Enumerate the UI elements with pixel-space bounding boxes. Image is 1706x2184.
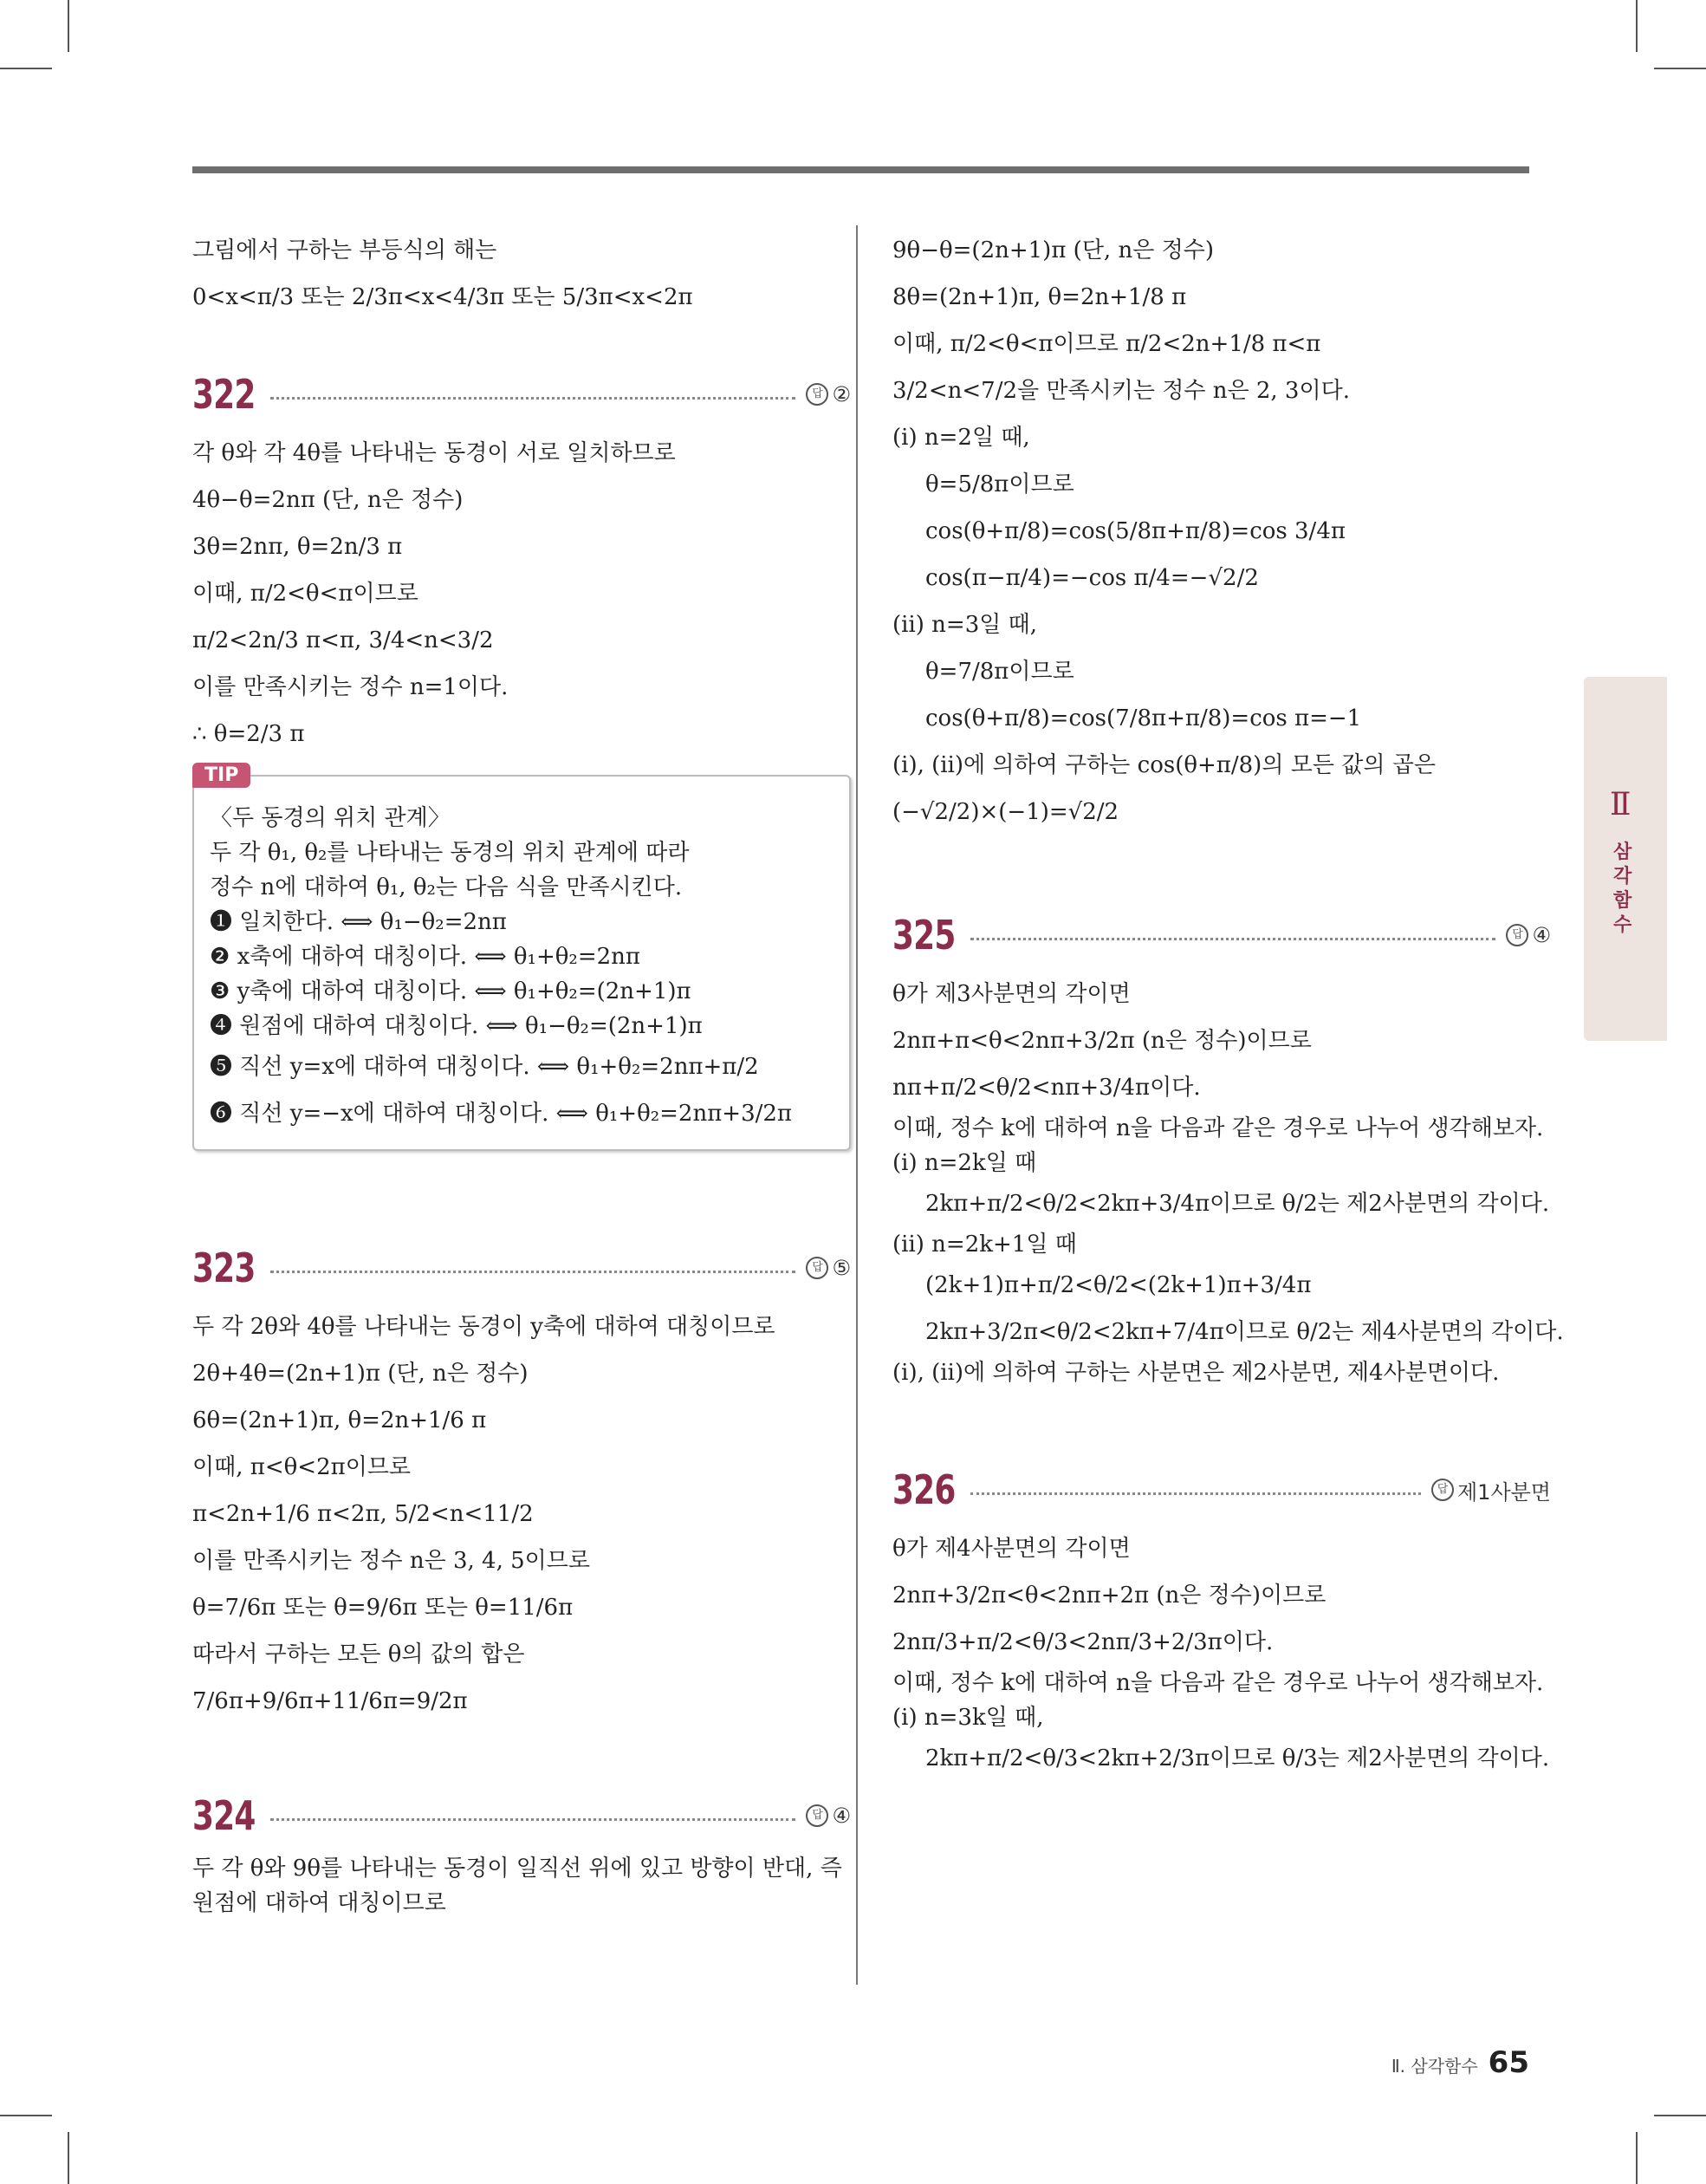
solution-line: θ=5/8π이므로 bbox=[925, 471, 1074, 497]
leader-dots bbox=[970, 1492, 1421, 1495]
crop-mark bbox=[68, 0, 69, 52]
solution-line: 3/2<n<7/2을 만족시키는 정수 n은 2, 3이다. bbox=[892, 378, 1350, 404]
tip-line: ❺ 직선 y=x에 대하여 대칭이다. ⟺ θ₁+θ₂=2nπ+π/2 bbox=[210, 1054, 759, 1080]
solution-line: (2k+1)π+π/2<θ/2<(2k+1)π+3/4π bbox=[925, 1272, 1312, 1298]
problem-number: 324 bbox=[192, 1792, 256, 1839]
tip-line: ❸ y축에 대하여 대칭이다. ⟺ θ₁+θ₂=(2n+1)π bbox=[210, 978, 691, 1004]
solution-line: (−√2/2)×(−1)=√2/2 bbox=[892, 799, 1119, 825]
solution-line: θ가 제4사분면의 각이면 bbox=[892, 1536, 1131, 1562]
answer-icon: 답 bbox=[806, 1257, 828, 1279]
solution-line: 두 각 θ와 9θ를 나타내는 동경이 일직선 위에 있고 방향이 반대, 즉 bbox=[192, 1856, 842, 1882]
solution-line: θ=7/8π이므로 bbox=[925, 659, 1074, 685]
tip-box bbox=[192, 764, 851, 1151]
leader-dots bbox=[270, 1271, 795, 1273]
answer-value: ④ bbox=[1532, 923, 1551, 947]
tip-title: 〈두 동경의 위치 관계〉 bbox=[210, 805, 451, 831]
column-divider bbox=[856, 225, 858, 1985]
answer-icon: 답 bbox=[1506, 924, 1528, 946]
crop-mark bbox=[1636, 2132, 1638, 2184]
solution-line: 2kπ+π/2<θ/2<2kπ+3/4π이므로 θ/2는 제2사분면의 각이다. bbox=[925, 1191, 1550, 1217]
page-number: 65 bbox=[1488, 2045, 1529, 2080]
solution-line: 각 θ와 각 4θ를 나타내는 동경이 서로 일치하므로 bbox=[192, 440, 676, 466]
solution-line: 4θ−θ=2nπ (단, n은 정수) bbox=[192, 487, 464, 513]
problem-number: 323 bbox=[192, 1245, 256, 1291]
footer-chapter: Ⅱ. 삼각함수 bbox=[1391, 2056, 1478, 2077]
solution-line: nπ+π/2<θ/2<nπ+3/4π이다. bbox=[892, 1075, 1201, 1101]
answer-icon: 답 bbox=[1431, 1479, 1454, 1501]
answer-icon: 답 bbox=[806, 383, 828, 406]
solution-line: (ⅰ) n=2일 때, bbox=[892, 425, 1030, 451]
solution-line: (ⅰ), (ⅱ)에 의하여 구하는 cos(θ+π/8)의 모든 값의 곱은 bbox=[892, 752, 1436, 778]
page-footer bbox=[1391, 2045, 1529, 2080]
solution-line: (ⅱ) n=3일 때, bbox=[892, 612, 1038, 638]
tip-line: ❶ 일치한다. ⟺ θ₁−θ₂=2nπ bbox=[210, 909, 507, 935]
tip-line: 정수 n에 대하여 θ₁, θ₂는 다음 식을 만족시킨다. bbox=[210, 874, 683, 900]
intro-line: 그림에서 구하는 부등식의 해는 bbox=[192, 237, 497, 263]
solution-line: (ⅰ) n=3k일 때, bbox=[892, 1705, 1044, 1731]
solution-line: π<2n+1/6 π<2π, 5/2<n<11/2 bbox=[192, 1501, 534, 1527]
left-column bbox=[192, 227, 851, 1921]
chapter-side-label: 삼각함수 bbox=[1613, 842, 1632, 936]
solution-line: 이때, 정수 k에 대하여 n을 다음과 같은 경우로 나누어 생각해보자. bbox=[892, 1115, 1544, 1141]
solution-line: π/2<2n/3 π<π, 3/4<n<3/2 bbox=[192, 627, 494, 653]
solution-line: 2nπ+3/2π<θ<2nπ+2π (n은 정수)이므로 bbox=[892, 1583, 1327, 1609]
crop-mark bbox=[0, 68, 52, 69]
crop-mark bbox=[1654, 2115, 1706, 2116]
solution-line: 이때, π/2<θ<π이므로 bbox=[192, 581, 418, 607]
solution-line: (ⅰ) n=2k일 때 bbox=[892, 1150, 1037, 1176]
solution-line: 2nπ+π<θ<2nπ+3/2π (n은 정수)이므로 bbox=[892, 1028, 1312, 1054]
answer-badge bbox=[1431, 1475, 1551, 1505]
solution-line: 따라서 구하는 모든 θ의 값의 합은 bbox=[192, 1641, 525, 1667]
solution-line: 2nπ/3+π/2<θ/3<2nπ/3+2/3π이다. bbox=[892, 1629, 1274, 1655]
problem-number: 326 bbox=[892, 1466, 956, 1513]
solution-line: 이를 만족시키는 정수 n=1이다. bbox=[192, 674, 509, 700]
problem-number: 322 bbox=[192, 371, 256, 418]
problem-header-324 bbox=[192, 1785, 851, 1846]
solution-line: cos(π−π/4)=−cos π/4=−√2/2 bbox=[925, 565, 1259, 591]
solution-line: 9θ−θ=(2n+1)π (단, n은 정수) bbox=[892, 237, 1214, 263]
header-rule bbox=[192, 166, 1529, 173]
solution-line: 2kπ+π/2<θ/3<2kπ+2/3π이므로 θ/3는 제2사분면의 각이다. bbox=[925, 1745, 1550, 1771]
solution-line: θ가 제3사분면의 각이면 bbox=[892, 981, 1131, 1007]
solution-line: 2θ+4θ=(2n+1)π (단, n은 정수) bbox=[192, 1361, 529, 1387]
intro-line: 0<x<π/3 또는 2/3π<x<4/3π 또는 5/3π<x<2π bbox=[192, 284, 693, 310]
solution-line: θ=7/6π 또는 θ=9/6π 또는 θ=11/6π bbox=[192, 1595, 574, 1621]
leader-dots bbox=[270, 1818, 795, 1821]
problem-header-322 bbox=[192, 364, 851, 425]
solution-line: (ⅰ), (ⅱ)에 의하여 구하는 사분면은 제2사분면, 제4사분면이다. bbox=[892, 1360, 1500, 1386]
answer-value: ② bbox=[832, 382, 851, 406]
problem-header-326 bbox=[892, 1459, 1551, 1520]
solution-line: 이때, π/2<θ<π이므로 π/2<2n+1/8 π<π bbox=[892, 331, 1321, 357]
solution-line: 원점에 대하여 대칭이므로 bbox=[192, 1890, 446, 1916]
crop-mark bbox=[1636, 0, 1638, 52]
solution-line: 이때, π<θ<2π이므로 bbox=[192, 1454, 412, 1480]
problem-number: 325 bbox=[892, 912, 956, 959]
solution-line: 2kπ+3/2π<θ/2<2kπ+7/4π이므로 θ/2는 제4사분면의 각이다. bbox=[925, 1319, 1564, 1345]
solution-line: (ⅱ) n=2k+1일 때 bbox=[892, 1232, 1077, 1258]
answer-value: ④ bbox=[832, 1804, 851, 1828]
tip-line: 두 각 θ₁, θ₂를 나타내는 동경의 위치 관계에 따라 bbox=[210, 840, 690, 866]
answer-badge bbox=[806, 382, 851, 406]
tip-line: ❹ 원점에 대하여 대칭이다. ⟺ θ₁−θ₂=(2n+1)π bbox=[210, 1013, 703, 1039]
solution-line: 두 각 2θ와 4θ를 나타내는 동경이 y축에 대하여 대칭이므로 bbox=[192, 1314, 775, 1340]
solution-line: cos(θ+π/8)=cos(5/8π+π/8)=cos 3/4π bbox=[925, 518, 1346, 544]
answer-value: ⑤ bbox=[832, 1256, 851, 1280]
tip-line: ❷ x축에 대하여 대칭이다. ⟺ θ₁+θ₂=2nπ bbox=[210, 944, 640, 970]
crop-mark bbox=[1654, 68, 1706, 69]
solution-line: 7/6π+9/6π+11/6π=9/2π bbox=[192, 1688, 468, 1714]
answer-badge bbox=[806, 1804, 851, 1828]
solution-line: 6θ=(2n+1)π, θ=2n+1/6 π bbox=[192, 1407, 487, 1433]
solution-line: 이를 만족시키는 정수 n은 3, 4, 5이므로 bbox=[192, 1548, 590, 1574]
solution-line: 8θ=(2n+1)π, θ=2n+1/8 π bbox=[892, 284, 1187, 310]
chapter-roman-numeral: Ⅱ bbox=[1610, 787, 1631, 822]
solution-line: 이때, 정수 k에 대하여 n을 다음과 같은 경우로 나누어 생각해보자. bbox=[892, 1670, 1544, 1696]
leader-dots bbox=[270, 397, 795, 400]
crop-mark bbox=[0, 2115, 52, 2116]
answer-value: 제1사분면 bbox=[1456, 1479, 1551, 1505]
answer-badge bbox=[1506, 923, 1551, 947]
tip-tag: TIP bbox=[192, 763, 250, 788]
right-column bbox=[892, 227, 1564, 1782]
solution-line: cos(θ+π/8)=cos(7/8π+π/8)=cos π=−1 bbox=[925, 705, 1362, 731]
tip-line: ❻ 직선 y=−x에 대하여 대칭이다. ⟺ θ₁+θ₂=2nπ+3/2π bbox=[210, 1101, 793, 1127]
answer-icon: 답 bbox=[806, 1804, 828, 1827]
problem-header-323 bbox=[192, 1238, 851, 1298]
solution-line: 3θ=2nπ, θ=2n/3 π bbox=[192, 534, 403, 560]
crop-mark bbox=[68, 2132, 69, 2184]
answer-badge bbox=[806, 1256, 851, 1280]
solution-line: ∴ θ=2/3 π bbox=[192, 721, 305, 747]
problem-header-325 bbox=[892, 905, 1551, 965]
leader-dots bbox=[970, 938, 1495, 940]
